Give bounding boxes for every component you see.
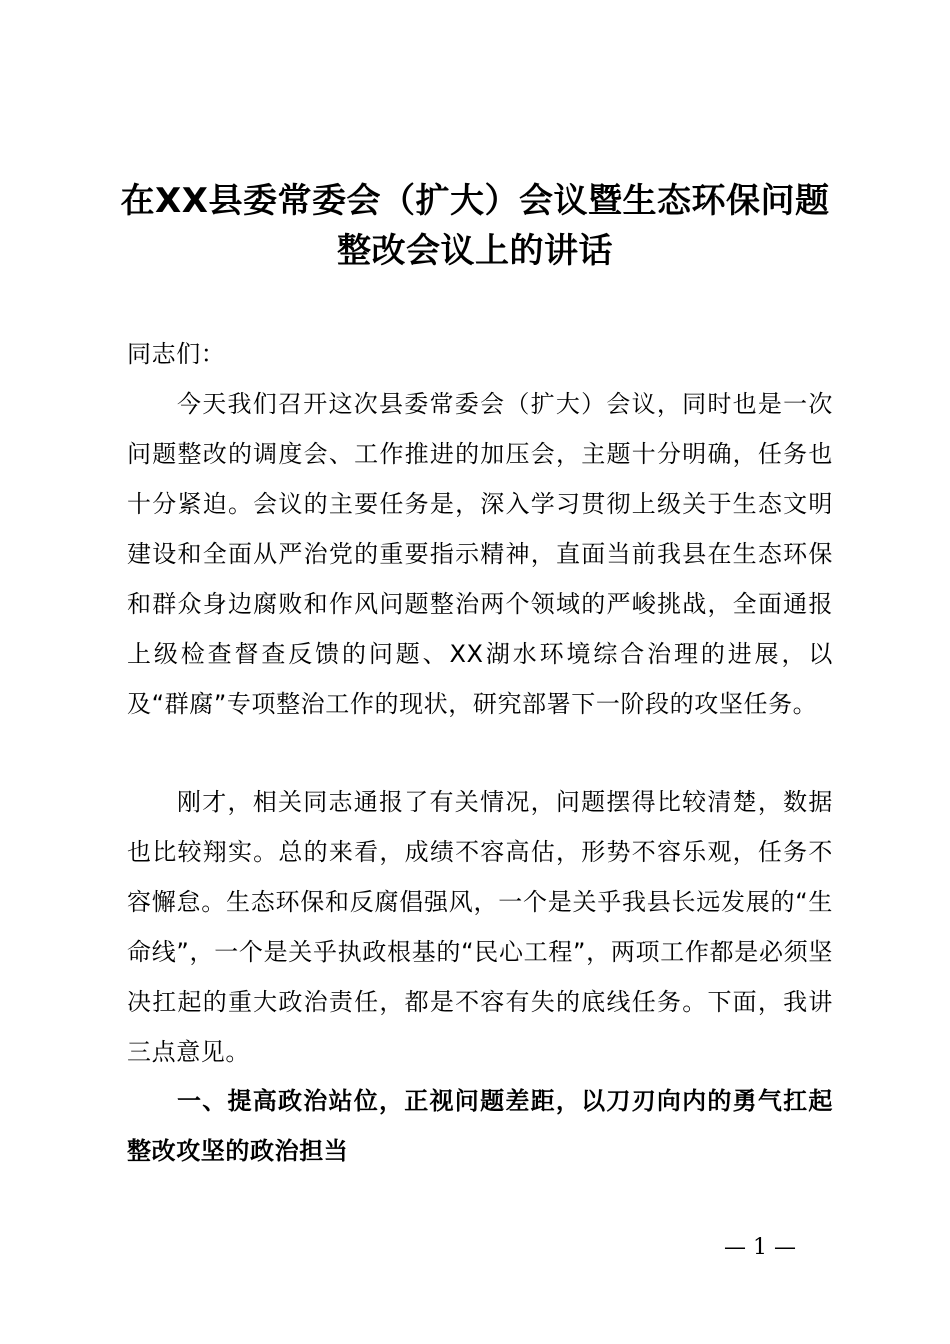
document-title: 在XX县委常委会（扩大）会议暨生态环保问题整改会议上的讲话 xyxy=(120,181,830,271)
paragraph-1: 今天我们召开这次县委常委会（扩大）会议，同时也是一次问题整改的调度会、工作推进的加压会，主题十分明确，任务也十分紧迫。会议的主要任务是，深入学习贯彻上级关于生态文明建设和全面从严治党的重要指示精神，直面当前我县在生态环保和群众身边腐败和作风问题整治两个领域的严峻挑战，全面通报上级检查督查反馈的问题、XX湖水环境综合治理的进展，以及“群腐”专项整治工作的现状，研究部署下一阶段的攻坚任务。 xyxy=(127,390,833,718)
salutation: 同志们： xyxy=(127,340,226,368)
section-heading-1: 一、提高政治站位，正视问题差距，以刀刃向内的勇气扛起整改攻坚的政治担当 xyxy=(127,1087,833,1165)
paragraph-2: 刚才，相关同志通报了有关情况，问题摆得比较清楚，数据也比较翔实。总的来看，成绩不容高估，形势不容乐观，任务不容懈怠。生态环保和反腐倡强风，一个是关乎我县长远发展的“生命线”，一个是关乎执政根基的“民心工程”，两项工作都是必须坚决扛起的重大政治责任，都是不容有失的底线任务。下面，我讲三点意见。 xyxy=(127,788,833,1066)
page-number: — 1 — xyxy=(724,1235,796,1260)
